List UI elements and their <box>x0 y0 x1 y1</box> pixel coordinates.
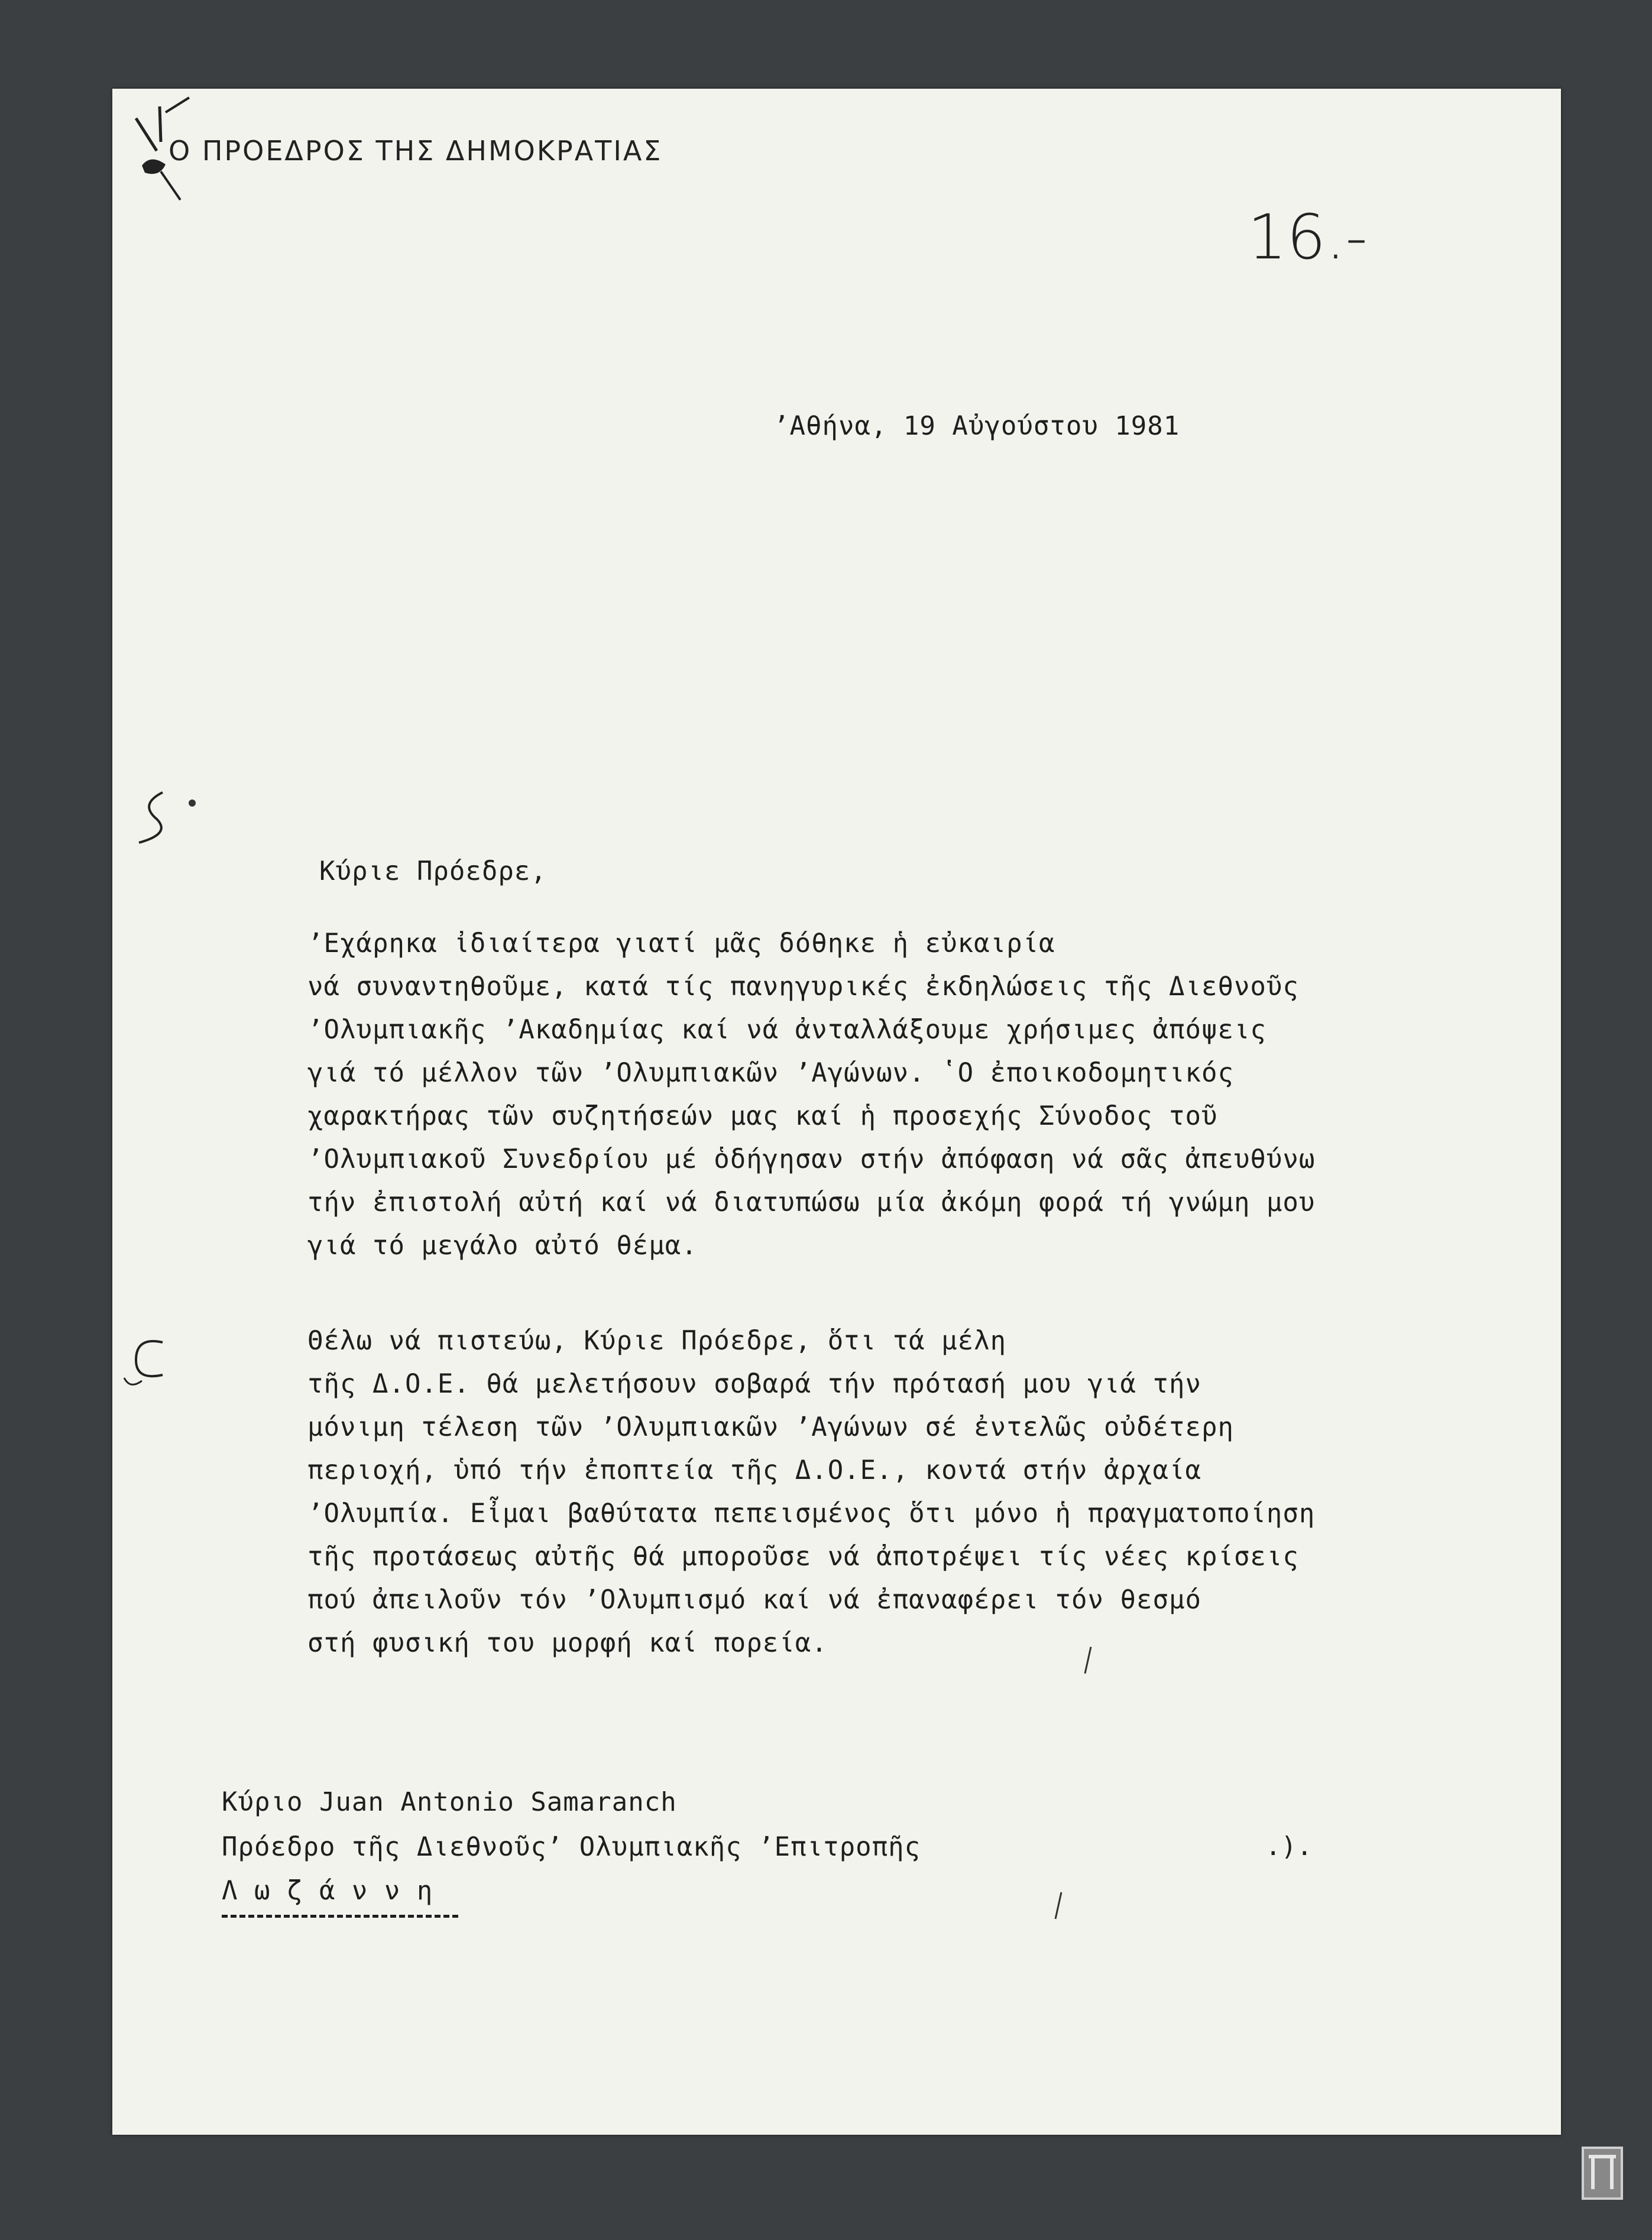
continuation-mark: .). <box>1265 1831 1313 1862</box>
paragraph-line: τήν ἐπιστολή αὐτή καί νά διατυπώσω μία ἀκόμη φορά τή γνώμη μου <box>307 1187 1316 1218</box>
archive-logo-icon <box>1582 2147 1623 2200</box>
margin-pencil-mark-c <box>115 1331 180 1396</box>
paragraph-line: γιά τό μέλλον τῶν ʼΟλυμπιακῶν ʼΑγώνων. ʽΟ ἐποικοδομητικός <box>307 1058 1234 1088</box>
letterhead: Ο ΠΡΟΕΔΡΟΣ ΤΗΣ ΔΗΜΟΚΡΑΤΙΑΣ <box>169 135 663 167</box>
recipient-name: Κύριο Juan Antonio Samaranch <box>222 1787 677 1817</box>
paragraph-line: Θέλω νά πιστεύω, Κύριε Πρόεδρε, ὅτι τά μέλη <box>307 1326 1007 1356</box>
paragraph-line: ʼΟλυμπιακοῦ Συνεδρίου μέ ὁδήγησαν στήν ἀπόφαση νά σᾶς ἀπευθύνω <box>307 1144 1316 1174</box>
paragraph-line: περιοχή, ὑπό τήν ἐποπτεία τῆς Δ.Ο.Ε., κοντά στήν ἀρχαία <box>307 1455 1201 1485</box>
paragraph-line: χαρακτήρας τῶν συζητήσεών μας καί ἡ προσεχής Σύνοδος τοῦ <box>307 1101 1218 1131</box>
paragraph-line: ʼΕχάρηκα ἰδιαίτερα γιατί μᾶς δόθηκε ἡ εὐκαιρία <box>307 928 1055 959</box>
handwritten-scribble-mark <box>124 95 207 207</box>
dateline: ʼΑθήνα, 19 Αὐγούστου 1981 <box>773 411 1180 441</box>
paragraph-line: γιά τό μεγάλο αὐτό θέμα. <box>307 1231 698 1261</box>
paragraph-line: τῆς Δ.Ο.Ε. θά μελετήσουν σοβαρά τήν πρότασή μου γιά τήν <box>307 1369 1201 1399</box>
city-underline <box>222 1915 458 1918</box>
margin-pencil-mark <box>127 786 210 852</box>
paragraph-line: στή φυσική του μορφή καί πορεία. <box>307 1628 828 1658</box>
paragraph-line: πού ἀπειλοῦν τόν ʼΟλυμπισμό καί νά ἐπαναφέρει τόν θεσμό <box>307 1585 1201 1615</box>
paragraph-line: μόνιμη τέλεση τῶν ʼΟλυμπιακῶν ʼΑγώνων σέ ἐντελῶς οὐδέτερη <box>307 1412 1234 1442</box>
stray-ink-marks <box>1076 1644 1100 1679</box>
salutation: Κύριε Πρόεδρε, <box>319 856 547 886</box>
paragraph-line: τῆς προτάσεως αὐτῆς θά μποροῦσε νά ἀποτρέψει τίς νέες κρίσεις <box>307 1542 1299 1572</box>
paragraph-line: ʼΟλυμπία. Εἶμαι βαθύτατα πεπεισμένος ὅτι μόνο ἡ πραγματοποίηση <box>307 1498 1316 1529</box>
paragraph-line: νά συναντηθοῦμε, κατά τίς πανηγυρικές ἐκδηλώσεις τῆς Διεθνοῦς <box>307 972 1299 1002</box>
page-number: 16.- <box>1248 201 1368 273</box>
paragraph-line: ʼΟλυμπιακῆς ʼΑκαδημίας καί νά ἀνταλλάξουμε χρήσιμες ἀπόψεις <box>307 1015 1266 1045</box>
stray-ink-marks <box>1041 1886 1076 1928</box>
recipient-city: Λ ω ζ ά ν ν η <box>222 1876 433 1906</box>
recipient-title: Πρόεδρο τῆς Διεθνοῦςʼ Ολυμπιακῆς ʼΕπιτροπῆς <box>222 1832 921 1862</box>
letter-page <box>112 89 1561 2135</box>
